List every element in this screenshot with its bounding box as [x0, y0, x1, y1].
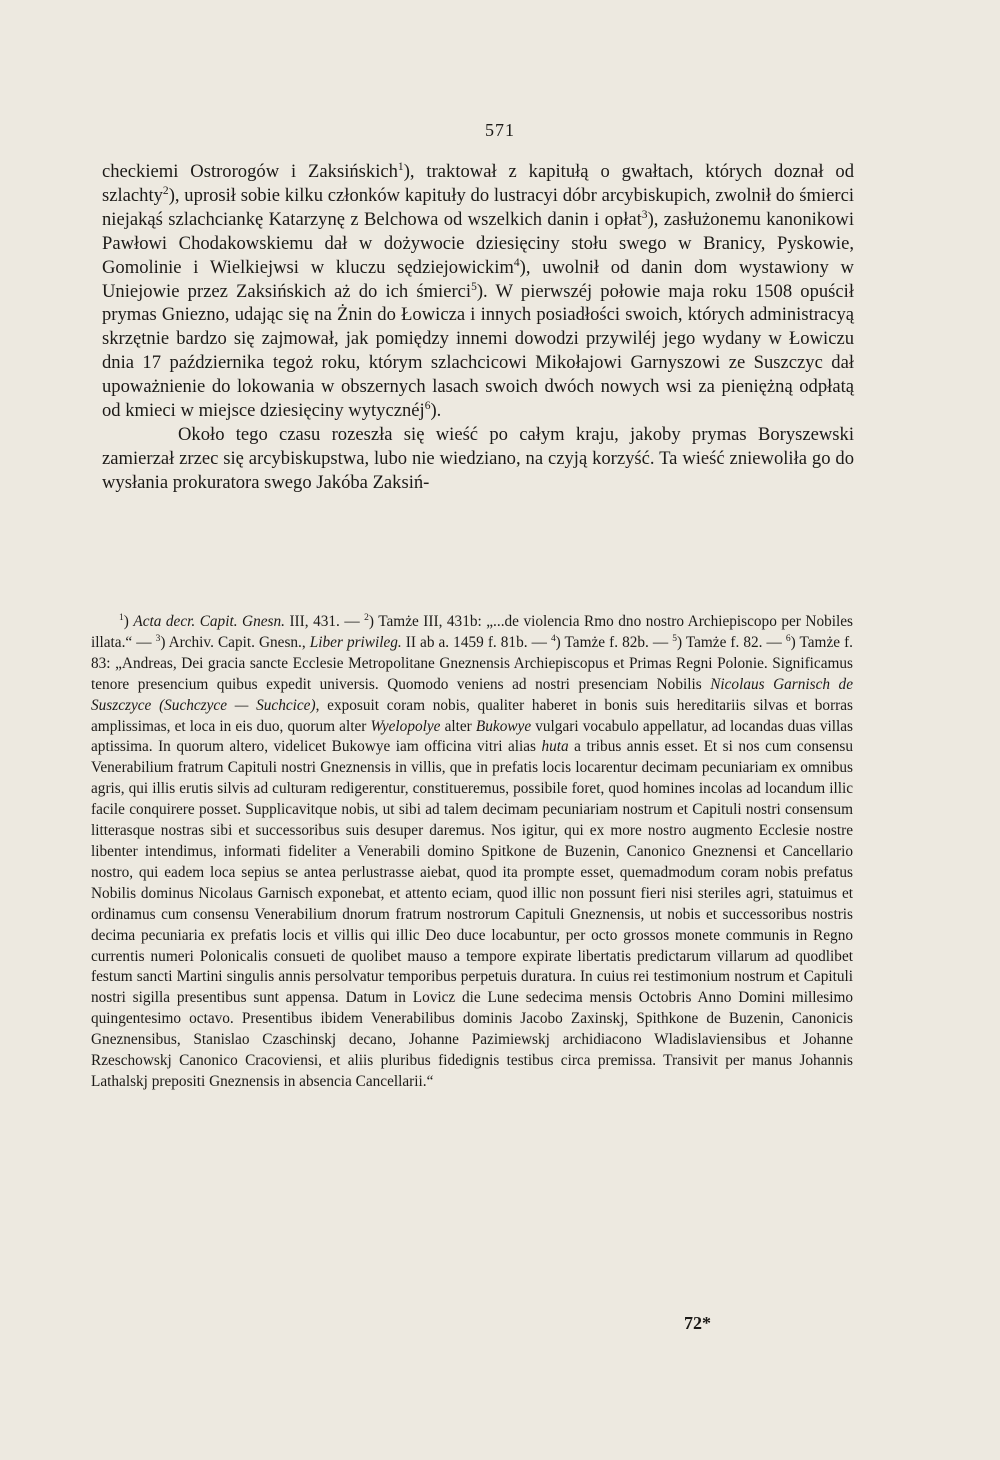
text-run: ) Tamże f. 82b. — — [555, 633, 673, 651]
footnote-number-1: 1 — [119, 612, 124, 623]
footnote-block: $^1$) Acta decr. Capit. Gnesn. III, 431. — $^2$) Tamże III, 431b: „...de violencia Rmo dno nostro Archiepiscopo per Nobiles illata.“ — $^3$) Archiv. Capit. Gnesn., Liber priwileg. II ab a. 1459 f. 81b. — $^4$) Tamże f. 82b. — $^5$) Tamże f. 82. — $^6$) Tamże f. 83: „Andreas, Dei gracia sancte Ecclesie Metropolitane Gneznensis Archiepiscopus et Primas Regni Polonie. Significamus tenore presencium quibus expedit universis. Quomodo veniens ad nostri presenciam Nobilis Nicolaus Garnisch de Suszczyce (Suchczyce — Suchcice), exposuit coram nobis, qualiter haberet in bonis suis hereditariis silvas et borras amplissimas, et loca in eis duo, quorum alter Wyelopolye alter Bukowye vulgari vocabulo appellatur, ad locandas duas villas aptissima. In quorum altero, videlicet Bukowye iam officina vitri alias huta a tribus annis esset. Et si nos cum consensu Venerabilium fratrum Capituli nostri Gneznensis in villis, que in prefatis locis locarentur decimam pecuniariam ex omnibus agris, qui illis erutis silvis ad culturam redigerentur, constitueremus, possibile foret, quod homines incolas ad locandum illic facile conquirere posset. Supplicavitque nobis, ut sibi ad talem decimam pecuniariam nostrum et Capituli nostri consensum litterasque nostras sibi et successoribus suis desuper daremus. Nos igitur, qui ex more nostro augmento Ecclesie nostre libenter intendimus, informati fideliter a Venerabili domino Spitkone de Buzenin, Canonico Gneznensi et Cancellario nostro, qui eadem loca sepius se antea perlustrasse aiebat, quod ita prompte esset, quemadmodum coram nobis prefatus Nobilis dominus Nicolaus Garnisch exponebat, et attento eciam, quod illic non possunt fieri nisi steriles agri, statuimus et ordinamus cum consensu Venerabilium dnorum fratrum nostrorum Capituli Gneznensis, ut nobis et successoribus nostris decima pecuniaria ex prefatis locis et villis qui illic Deo duce locabuntur, per octo grossos monete communis in Regno currentis numeri Polonicalis consueti de quolibet mauso a tempore expirate libertatis predictarum villarum ad quodlibet festum sancti Martini singulis annis persolvatur temporibus perpetuis duratura. In cuius rei testimonium nostrum et Capituli nostri sigilla presentibus sunt appensa. Datum in Lovicz die Lune sedecima mensis Octobris Anno Domini millesimo quingentesimo octavo. Presentibus ibidem Venerabilibus dominis Jacobo Zaxinskj, Spithkone de Buzenin, Canonicis Gneznensibus, Stanislao Czaschinskj decano, Johanne Pazimiewskj archidiacono Wladislaviensibus et Johanne Rzeschowskj Canonico Cracoviensi, et aliis pluribus fidedignis testibus circa premissa. Transivit per manus Johannis Lathalskj prepositi Gneznensis in absencia Cancellarii.“ — [91, 612, 853, 1090]
main-text — [102, 160, 854, 495]
person-name: Nicolaus Garnisch de Suszczyce (Suchczyce — Suchcice) — [91, 675, 853, 714]
page-number: 571 — [485, 120, 515, 140]
text-run: ), uwolnił od danin dom wystawiony w Uniejowie przez Zaksińskich aż do ich śmierci — [102, 256, 854, 302]
text-run: ). W pierwszéj połowie maja roku 1508 opuścił prymas Gniezno, udając się na Żnin do Łowicza i innych posiadłości swoich, których administracyą skrzętnie bardzo się zajmował, jak pomiędzy innemi dowodzi przywiléj jego wydany w Łowiczu dnia 17 października tegoż roku, którym szlachcicowi Mikołajowi Garnyszowi ze Suszczyc dał upoważnienie do lokowania w obszernych lasach swoich dwóch nowych wsi za pieniężną odpłatą od kmieci w miejsce dziesięciny wytycznéj — [102, 280, 854, 422]
text-run: ), zasłużonemu kanonikowi Pawłowi Chodakowskiemu dał w dożywocie dziesięciny stołu swego w Branicy, Pyskowie, Gomolinie i Wielkiejwsi w kluczu sędziejowickim — [102, 208, 854, 278]
paragraph-2: Około tego czasu rozeszła się wieść po całym kraju, jakoby prymas Boryszewski zamierzał zrzec się arcybiskupstwa, lubo nie wiedziano, na czyją korzyść. Ta wieść zniewoliła go do wysłania prokuratora swego Jakóba Zaksiń- — [102, 423, 854, 493]
text-run: ) Archiv. Capit. Gnesn., — [160, 633, 310, 651]
text-run: ), uprosił sobie kilku członków kapituły do lustracyi dóbr arcybiskupich, zwolnił do śmierci niejakąś szlachciankę Katarzynę z Belchowa od wszelkich danin i opłat — [102, 184, 854, 230]
source-title: Liber priwileg. — [309, 633, 402, 651]
text-run: ) Tamże f. 82. — — [676, 633, 786, 651]
text-run: ). — [430, 400, 442, 422]
text-run: alter — [440, 717, 476, 735]
text-run: a tribus annis esset. Et si nos cum consensu Venerabilium fratrum Capituli nostri Gneznensis in villis, que in prefatis locis locarentur decimam pecuniariam ex omnibus agris, qui illis erutis silvis ad culturam redigerentur, constitueremus, possibile foret, quod homines incolas ad locandum illic facile conquirere posset. Supplicavitque nobis, ut sibi ad talem decimam pecuniariam nostrum et Capituli nostri consensum litterasque nostras sibi et successoribus suis desuper daremus. Nos igitur, qui ex more nostro augmento Ecclesie nostre libenter intendimus, informati fideliter a Venerabili domino Spitkone de Buzenin, Canonico Gneznensi et Cancellario nostro, qui eadem loca sepius se antea perlustrasse aiebat, quod ita prompte esset, quemadmodum coram nobis prefatus Nobilis dominus Nicolaus Garnisch exponebat, et attento eciam, quod illic non possunt fieri nisi steriles agri, statuimus et ordinamus cum consensu Venerabilium dnorum fratrum nostrorum Capituli Gneznensis, ut nobis et successoribus nostris decima pecuniaria ex prefatis locis et villis qui illic Deo duce locabuntur, per octo grossos monete communis in Regno currentis numeri Polonicalis consueti de quolibet mauso a tempore expirate libertatis predictarum villarum ad quodlibet festum sancti Martini singulis annis persolvatur temporibus perpetuis duratura. In cuius rei testimonium nostrum et Capituli nostri sigilla presentibus sunt appensa. Datum in Lovicz die Lune sedecima mensis Octobris Anno Domini millesimo quingentesimo octavo. Presentibus ibidem Venerabilibus dominis Jacobo Zaxinskj, Spithkone de Buzenin, Canonicis Gneznensibus, Stanislao Czaschinskj decano, Johanne Pazimiewskj archidiacono Wladislaviensibus et Johanne Rzeschowskj Canonico Cracoviensi, et aliis pluribus fidedignis testibus circa premissa. Transivit per manus Johannis Lathalskj prepositi Gneznensis in absencia Cancellarii.“ — [91, 738, 853, 1090]
text-run: vulgari vocabulo appellatur, ad locandas duas villas aptissima. In quorum altero, videlicet Bukowye iam officina vitri alias — [91, 717, 853, 756]
footnote-ref-3: 3 — [641, 208, 648, 221]
footnotes — [91, 612, 853, 1093]
footnote-number-2: 2 — [364, 612, 369, 623]
text-run: ), traktował z kapitułą o gwałtach, których doznał od szlachty — [102, 161, 854, 206]
footnote-number-6: 6 — [785, 633, 791, 644]
term: huta — [541, 738, 569, 756]
signature-mark: 72* — [684, 1313, 711, 1333]
footnote-ref-2: 2 — [162, 184, 169, 197]
footnote-ref-4: 4 — [513, 256, 520, 269]
text-run: III, 431. — — [284, 613, 365, 630]
text-run: ) Tamże f. 83: „Andreas, Dei gracia sancte Ecclesie Metropolitane Gneznensis Archiepiscopus et Primas Regni Polonie. Significamus tenore presencium quibus expedit universis. Quomodo veniens ad nostri presenciam Nobilis — [91, 633, 853, 693]
paragraph-1 — [102, 160, 854, 423]
text-run: checkiemi Ostrorogów i Zaksińskich — [102, 161, 398, 182]
text-run: II ab a. 1459 f. 81b. — — [401, 633, 551, 651]
footnote-ref-6: 6 — [424, 399, 431, 412]
text-run: , exposuit coram nobis, qualiter haberet in bonis suis hereditariis silvas et borras amplissimas, et loca in eis duo, quorum alter — [91, 696, 853, 735]
footnote-number-5: 5 — [672, 633, 677, 644]
footnote-number-3: 3 — [155, 633, 161, 644]
footnote-number-4: 4 — [550, 633, 556, 644]
source-title: Acta decr. Capit. Gnesn. — [133, 613, 285, 630]
place-name: Bukowye — [475, 717, 532, 735]
footnote-ref-5: 5 — [471, 280, 477, 293]
footnote-ref-1: 1 — [397, 160, 404, 173]
text-run: ) Tamże III, 431b: „...de violencia Rmo dno nostro Archiepiscopo per Nobiles illata.“ — — [91, 613, 853, 651]
place-name: Wyelopolye — [370, 717, 441, 735]
